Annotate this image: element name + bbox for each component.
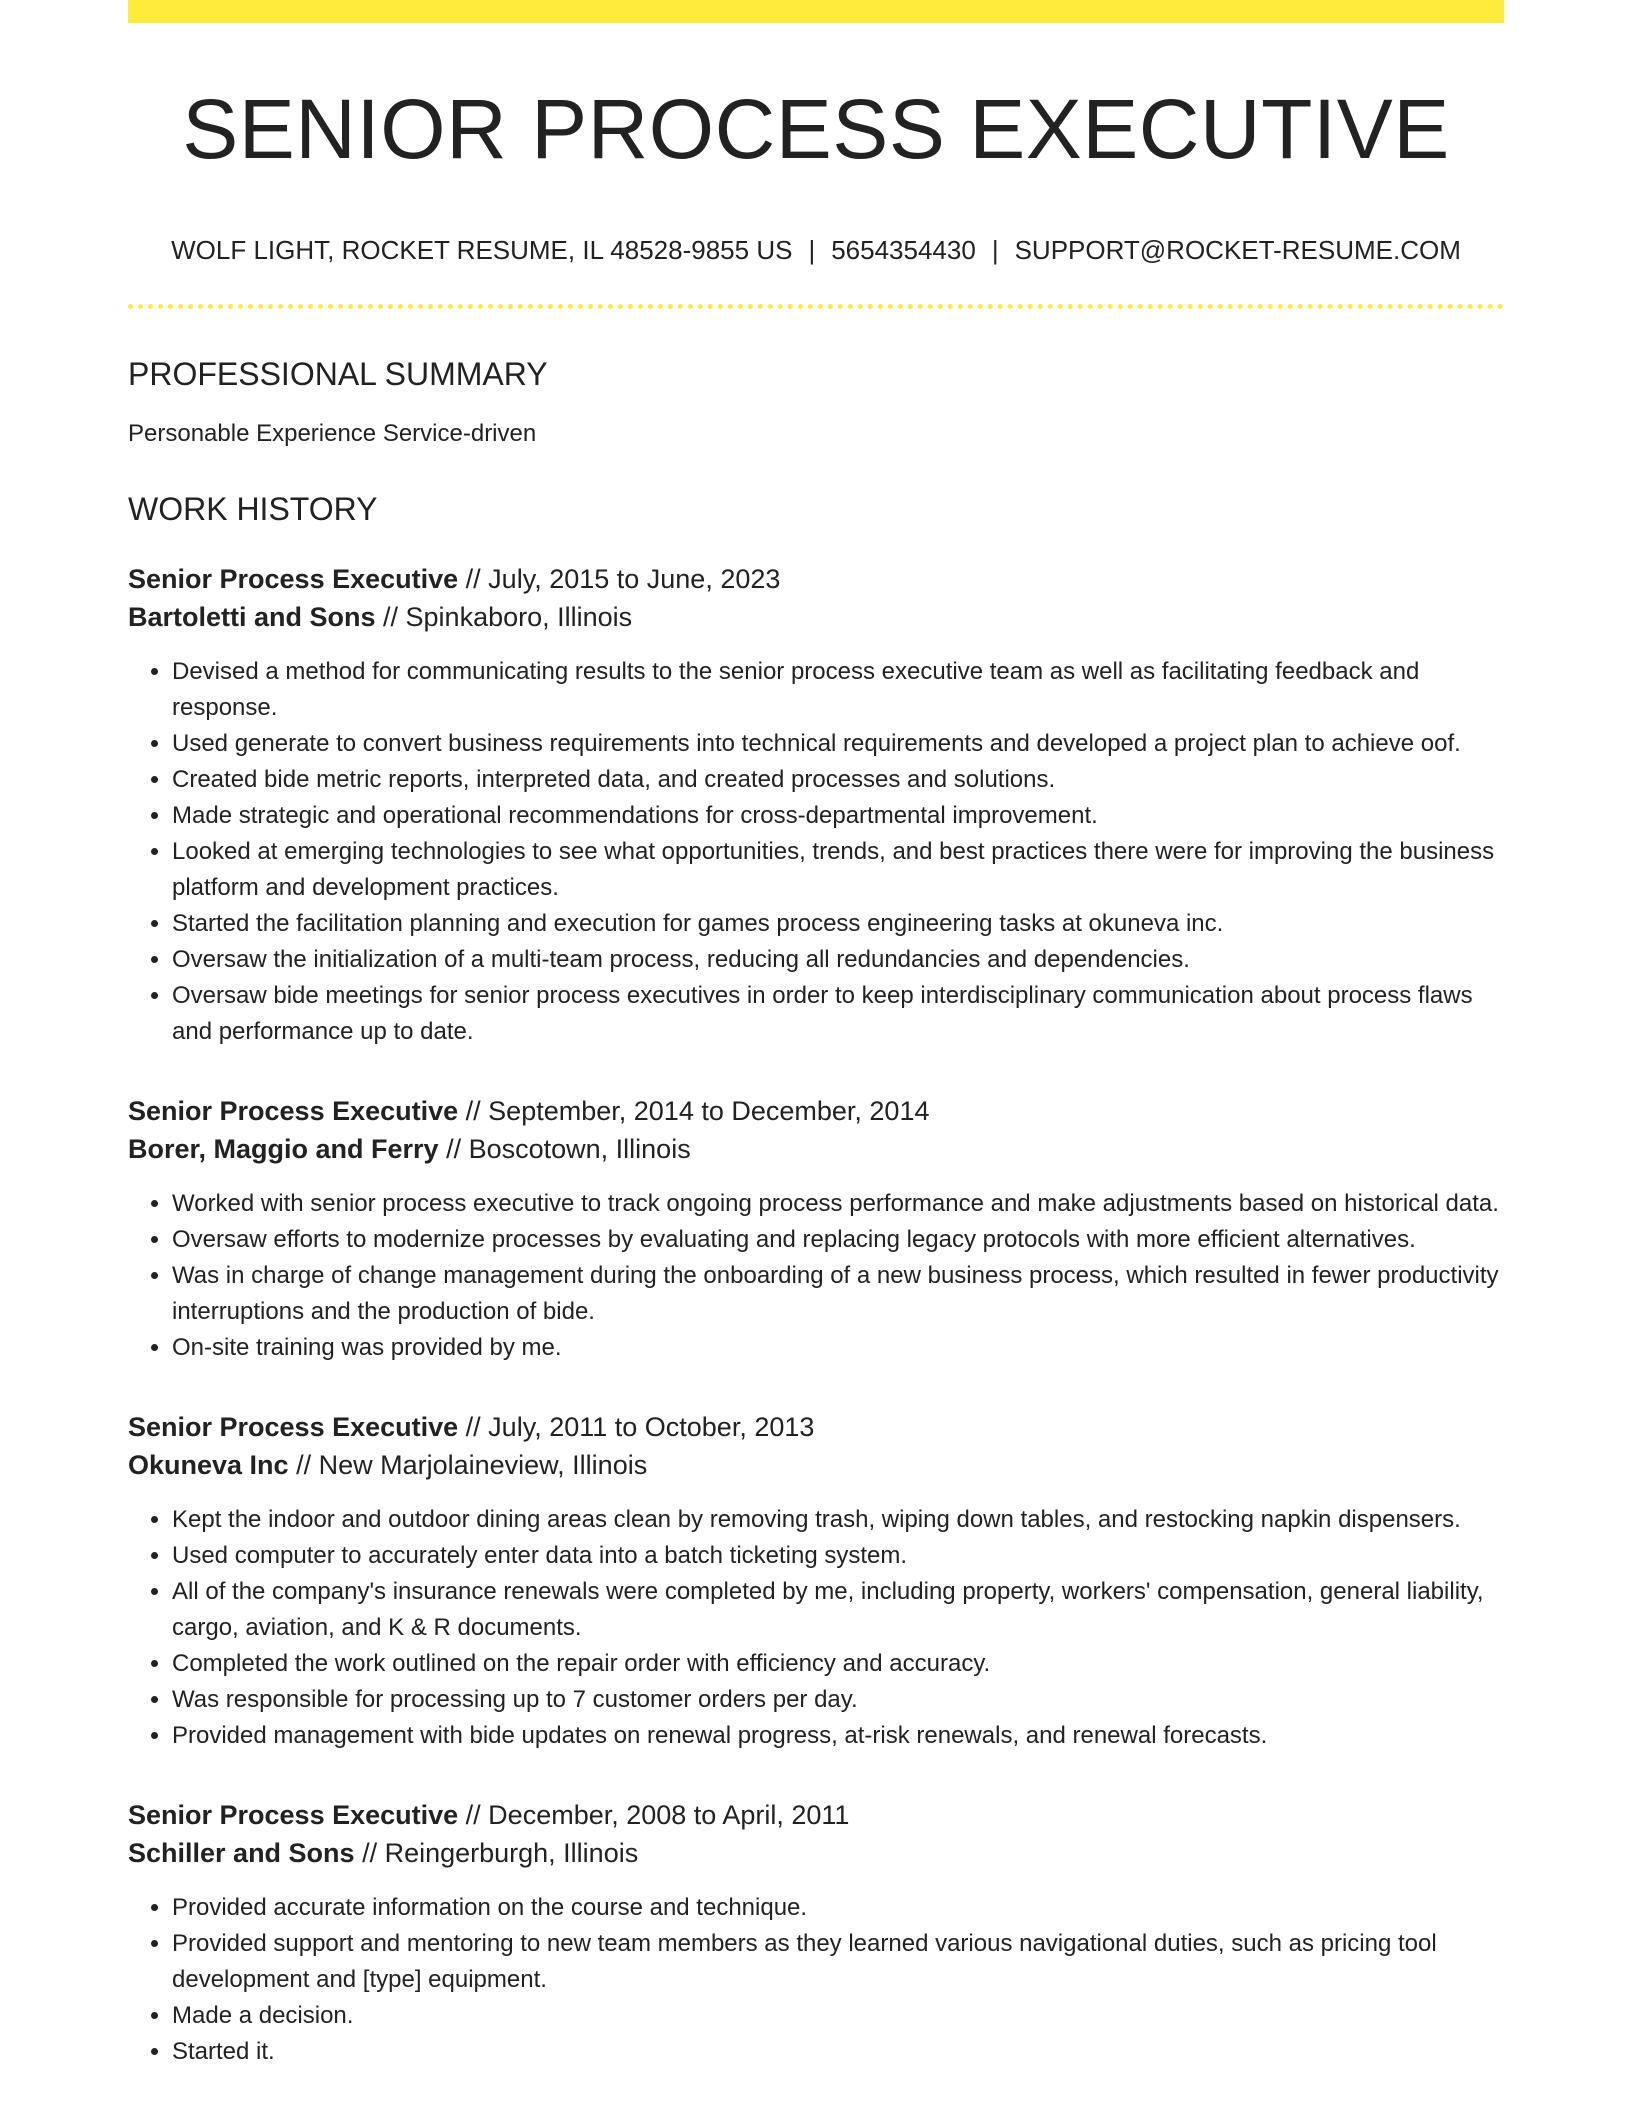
job-title-line <box>128 1092 1504 1130</box>
contact-address: WOLF LIGHT, ROCKET RESUME, IL 48528-9855 US <box>171 235 793 266</box>
job-dates: // December, 2008 to April, 2011 <box>458 1800 850 1831</box>
job-company-line <box>128 598 1504 636</box>
job-dates: // September, 2014 to December, 2014 <box>458 1096 930 1127</box>
job-title: Senior Process Executive <box>128 1800 459 1831</box>
job-company-line <box>128 1446 1504 1484</box>
job-bullet: • Was responsible for processing up to 7 customer orders per day. <box>172 1682 1504 1718</box>
job-bullet: • Devised a method for communicating results to the senior process executive team as well as facilitating feedback and response. <box>172 654 1504 726</box>
job-dates: // July, 2011 to October, 2013 <box>458 1412 815 1443</box>
job-entry <box>128 560 1504 1050</box>
contact-separator: | <box>991 235 999 266</box>
job-entry <box>128 1796 1504 2070</box>
job-location: // Reingerburgh, Illinois <box>354 1838 639 1869</box>
job-bullet: • Worked with senior process executive to track ongoing process performance and make adjustments based on historical data. <box>172 1186 1504 1222</box>
job-bullet-list <box>128 1890 1504 2070</box>
job-bullet: • Made a decision. <box>172 1998 1504 2034</box>
job-company: Schiller and Sons <box>128 1838 355 1869</box>
job-bullet-list <box>128 1186 1504 1366</box>
contact-separator: | <box>808 235 816 266</box>
job-location: // Spinkaboro, Illinois <box>375 602 633 633</box>
job-title-line <box>128 560 1504 598</box>
job-bullet: • Oversaw bide meetings for senior process executives in order to keep interdisciplinary communication about process flaws and performance up to date. <box>172 978 1504 1050</box>
job-bullet: • Was in charge of change management during the onboarding of a new business process, which resulted in fewer productivity interruptions and the production of bide. <box>172 1258 1504 1330</box>
job-company-line <box>128 1834 1504 1872</box>
job-bullet: • Looked at emerging technologies to see what opportunities, trends, and best practices there were for improving the business platform and development practices. <box>172 834 1504 906</box>
contact-email: SUPPORT@ROCKET-RESUME.COM <box>1014 235 1461 266</box>
job-bullet: • Started the facilitation planning and execution for games process engineering tasks at okuneva inc. <box>172 906 1504 942</box>
job-bullet: • Created bide metric reports, interpreted data, and created processes and solutions. <box>172 762 1504 798</box>
resume-title: SENIOR PROCESS EXECUTIVE <box>182 82 1450 176</box>
job-location: // Boscotown, Illinois <box>438 1134 691 1165</box>
job-bullet: • Used generate to convert business requirements into technical requirements and developed a project plan to achieve oof. <box>172 726 1504 762</box>
top-accent-bar <box>128 0 1504 23</box>
dotted-divider <box>128 304 1504 309</box>
contact-line <box>128 235 1504 266</box>
job-title: Senior Process Executive <box>128 1412 459 1443</box>
job-bullet: • Completed the work outlined on the repair order with efficiency and accuracy. <box>172 1646 1504 1682</box>
job-entry <box>128 1092 1504 1366</box>
job-bullet-list <box>128 654 1504 1050</box>
job-title-line <box>128 1796 1504 1834</box>
job-bullet-list <box>128 1502 1504 1754</box>
job-entry <box>128 1408 1504 1754</box>
job-bullet: • Made strategic and operational recommendations for cross-departmental improvement. <box>172 798 1504 834</box>
job-title: Senior Process Executive <box>128 564 459 595</box>
work-history-heading: WORK HISTORY <box>128 490 378 527</box>
job-dates: // July, 2015 to June, 2023 <box>458 564 781 595</box>
job-company: Okuneva Inc <box>128 1450 289 1481</box>
job-company-line <box>128 1130 1504 1168</box>
job-title-line <box>128 1408 1504 1446</box>
job-company: Bartoletti and Sons <box>128 602 376 633</box>
job-bullet: • Started it. <box>172 2034 1504 2070</box>
job-bullet: • Provided support and mentoring to new team members as they learned various navigational duties, such as pricing tool development and [type] equipment. <box>172 1926 1504 1998</box>
contact-phone: 5654354430 <box>831 235 976 266</box>
job-bullet: • On-site training was provided by me. <box>172 1330 1504 1366</box>
job-bullet: • Oversaw efforts to modernize processes by evaluating and replacing legacy protocols with more efficient alternatives. <box>172 1222 1504 1258</box>
job-bullet: • Used computer to accurately enter data into a batch ticketing system. <box>172 1538 1504 1574</box>
job-bullet: • Oversaw the initialization of a multi-team process, reducing all redundancies and dependencies. <box>172 942 1504 978</box>
job-location: // New Marjolaineview, Illinois <box>288 1450 648 1481</box>
summary-text: Personable Experience Service-driven <box>128 419 537 447</box>
job-bullet: • All of the company's insurance renewals were completed by me, including property, workers' compensation, general liability, cargo, aviation, and K & R documents. <box>172 1574 1504 1646</box>
job-title: Senior Process Executive <box>128 1096 459 1127</box>
job-bullet: • Provided accurate information on the course and technique. <box>172 1890 1504 1926</box>
summary-heading: PROFESSIONAL SUMMARY <box>128 356 548 393</box>
job-bullet: • Provided management with bide updates on renewal progress, at-risk renewals, and renewal forecasts. <box>172 1718 1504 1754</box>
resume-page <box>128 0 1504 2070</box>
job-company: Borer, Maggio and Ferry <box>128 1134 439 1165</box>
job-bullet: • Kept the indoor and outdoor dining areas clean by removing trash, wiping down tables, and restocking napkin dispensers. <box>172 1502 1504 1538</box>
